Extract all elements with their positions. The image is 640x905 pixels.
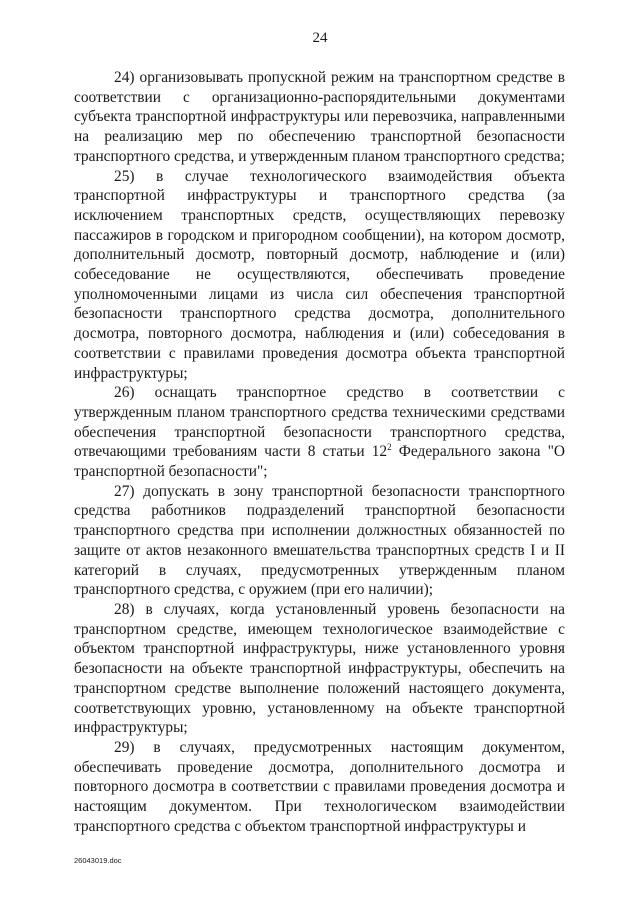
paragraph-28: 28) в случаях, когда установленный уровень безопасности на транспортном средстве, имеющем технологическое взаимодействие с объектом транспортной инфраструктуры, ниже установленного уровня безопасности на объекте транспортной инфраструктуры, обеспечить на транспортном средстве выполнение положений настоящего документа, соответствующих уровню, установленному на объекте транспортной инфраструктуры; [74,600,565,737]
paragraph-26-text-end: Федерального закона "О транспортной безопасности"; [74,443,565,481]
footer-filename: 26043019.doc [74,856,122,865]
paragraph-26-text: 26) оснащать транспортное средство в соответствии с утвержденным планом транспортного средства техническими средствами обеспечения транспортной безопасности транспортного средства, отвечающими требованиям части 8 статьи 12 [74,384,565,461]
page-number: 24 [312,30,328,46]
superscript: 2 [387,442,392,453]
paragraph-29: 29) в случаях, предусмотренных настоящим документом, обеспечивать проведение досмотра, дополнительного досмотра и повторного досмотра в соответствии с правилами проведения досмотра и настоящим документом. При технологическом взаимодействии транспортного средства с объектом транспортной инфраструктуры и [74,738,565,835]
paragraph-25: 25) в случае технологического взаимодействия объекта транспортной инфраструктуры и транспортного средства (за исключением транспортных средств, осуществляющих перевозку пассажиров в городском и пригородном сообщении), на котором досмотр, дополнительный досмотр, повторный досмотр, наблюдение и (или) собеседование не осуществляются, обеспечивать проведение уполномоченными лицами из числа сил обеспечения транспортной безопасности транспортного средства досмотра, дополнительного досмотра, повторного досмотра, наблюдения и (или) собеседования в соответствии с правилами проведения досмотра объекта транспортной инфраструктуры; [74,167,565,382]
paragraph-27: 27) допускать в зону транспортной безопасности транспортного средства работников подразделений транспортной безопасности транспортного средства при исполнении должностных обязанностей по защите от актов незаконного вмешательства транспортных средств I и II категорий в случаях, предусмотренных утвержденным планом транспортного средства, с оружием (при его наличии); [74,482,565,599]
document-body [74,68,565,836]
paragraph-24: 24) организовывать пропускной режим на транспортном средстве в соответствии с организационно-распорядительными документами субъекта транспортной инфраструктуры или перевозчика, направленными на реализацию мер по обеспечению транспортной безопасности транспортного средства, и утвержденным планом транспортного средства; [74,69,565,165]
paragraph-26 [74,383,565,482]
